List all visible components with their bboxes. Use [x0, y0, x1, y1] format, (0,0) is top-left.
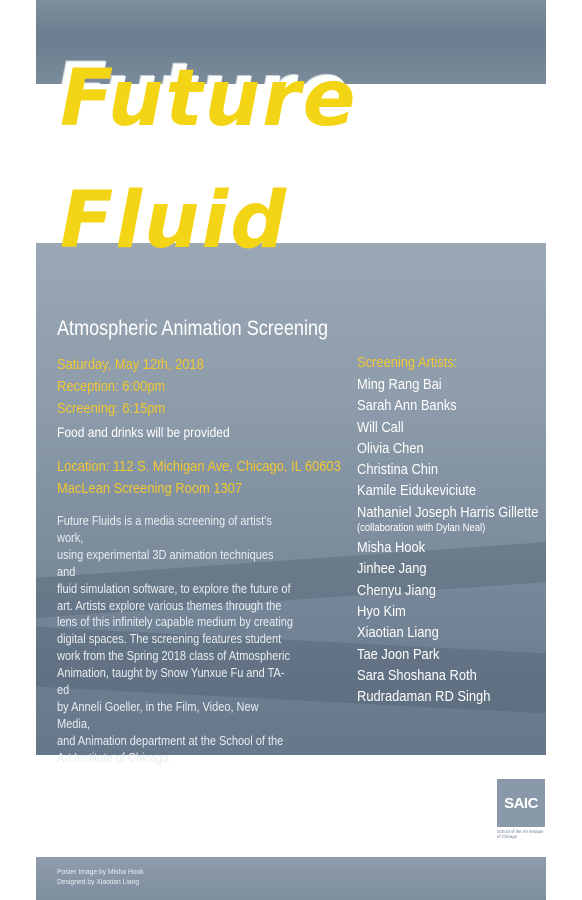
artist-name: Ming Rang Bai	[357, 376, 442, 393]
event-description: Future Fluids is a media screening of artist's work, using experimental 3D animation techniques and fluid simulation software, to explore the future of art. Artists explore various themes through the lens of this infinitely capable medium by creating digital spaces. The screening features student work from the Spring 2018 class of Atmospheric Animation, taught by Snow Yunxue Fu and TA-ed by Anneli Goeller, in the Film, Video, New Media, and Animation department at the School of the Art Institute of Chicago.	[57, 514, 294, 765]
artist-name: Nathaniel Joseph Harris Gillette	[357, 503, 539, 521]
artist-name: Christina Chin	[357, 461, 439, 479]
artist-name: Olivia Chen	[357, 439, 424, 457]
saic-logo-text: SAIC	[504, 794, 538, 812]
poster-credits	[57, 867, 144, 887]
artist-name: Tae Joon Park	[357, 645, 440, 663]
image-credit: Poster Image by Misha Hook	[57, 867, 144, 876]
poster-title-line1: Future	[60, 54, 358, 144]
artist-name: Jinhee Jang	[357, 560, 427, 578]
reception-time: Reception: 6:00pm	[57, 378, 166, 395]
artist-name: Sara Shoshana Roth	[357, 666, 477, 684]
artist-name: Rudradaman RD Singh	[357, 688, 491, 706]
artist-name: Xiaotian Liang	[357, 624, 439, 642]
event-date: Saturday, May 12th, 2018	[57, 356, 204, 373]
design-credit: Designed by Xiaotian Liang	[57, 877, 140, 886]
artists-list	[357, 352, 568, 707]
event-room: MacLean Screening Room 1307	[57, 480, 243, 497]
artist-name: Kamile Eidukeviciute	[357, 482, 477, 500]
artist-name: Misha Hook	[357, 539, 426, 557]
food-note: Food and drinks will be provided	[57, 424, 230, 440]
screening-time: Screening: 6:15pm	[57, 400, 166, 417]
event-location: Location: 112 S. Michigan Ave, Chicago, IL 60603	[57, 458, 341, 475]
saic-logo-subtext: School of the Art Institute of Chicago	[497, 829, 544, 839]
artists-heading: Screening Artists:	[357, 354, 458, 371]
saic-logo	[497, 779, 545, 827]
artist-name: Sarah Ann Banks	[357, 397, 457, 415]
artist-name: Will Call	[357, 418, 404, 436]
artist-name: Hyo Kim	[357, 602, 406, 620]
artist-name: Chenyu Jiang	[357, 581, 436, 599]
poster-subtitle: Atmospheric Animation Screening	[57, 317, 329, 340]
poster-title-line2: Fluid	[60, 176, 289, 266]
collaboration-note: (collaboration with Dylan Neal)	[357, 522, 486, 535]
